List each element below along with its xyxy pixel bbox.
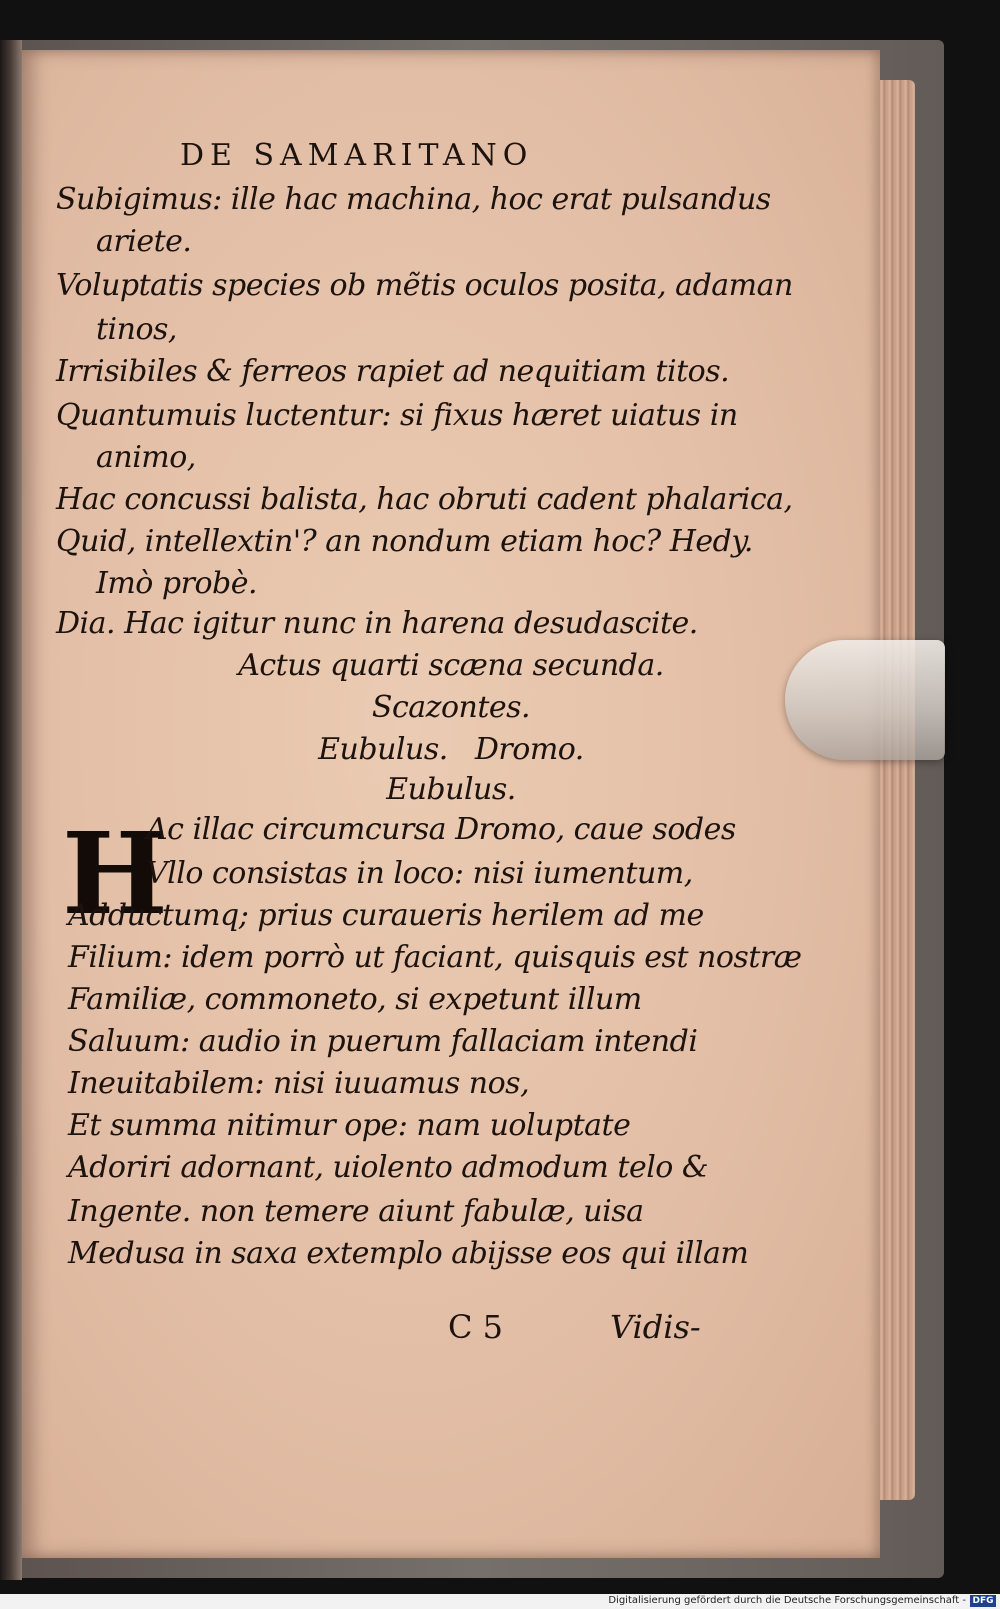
verse-line: Ingente. non temere aiunt fabulæ, uisa	[68, 1194, 644, 1229]
signature-mark: C 5	[448, 1308, 504, 1346]
running-head: DE SAMARITANO	[180, 138, 534, 173]
page-clip	[785, 640, 945, 760]
catchword: Vidis-	[610, 1308, 701, 1346]
text-line: Hac concussi balista, hac obruti cadent phalarica,	[56, 482, 793, 517]
text-line: Voluptatis species ob mẽtis oculos posita, adaman	[56, 268, 793, 303]
text-line: Subigimus: ille hac machina, hoc erat pulsandus	[56, 182, 771, 217]
text-line: Quantumuis luctentur: si fixus hæret uiatus in	[56, 398, 738, 433]
dfg-logo: DFG	[970, 1595, 996, 1607]
text-line: Imò probè.	[96, 566, 257, 601]
verse-line: Ac illac circumcursa Dromo, caue sodes	[146, 812, 736, 847]
persons-list: Eubulus. Dromo.	[318, 732, 584, 767]
footer-credit: Digitalisierung gefördert durch die Deutsche Forschungsgemeinschaft -	[608, 1595, 966, 1606]
verse-line: Familiæ, commoneto, si expetunt illum	[68, 982, 642, 1017]
text-line: Quid, intellextin'? an nondum etiam hoc? Hedy.	[56, 524, 753, 559]
verse-line: Saluum: audio in puerum fallaciam intendi	[68, 1024, 698, 1059]
text-line: Dia. Hac igitur nunc in harena desudascite.	[56, 606, 698, 641]
verse-line: Filium: idem porrò ut faciant, quisquis est nostræ	[68, 940, 802, 975]
verse-line: Adductumq; prius curaueris herilem ad me	[68, 898, 704, 933]
verse-line: Ineuitabilem: nisi iuuamus nos,	[68, 1066, 530, 1101]
speaker-name: Eubulus.	[386, 772, 516, 807]
text-line: animo,	[96, 440, 196, 475]
left-page-edges	[0, 40, 22, 1580]
verse-line: Vllo consistas in loco: nisi iumentum,	[146, 856, 693, 891]
text-line: Irrisibiles & ferreos rapiet ad nequitiam titos.	[56, 354, 730, 389]
verse-line: Adoriri adornant, uiolento admodum telo &	[68, 1150, 709, 1185]
meter-label: Scazontes.	[371, 690, 531, 725]
verse-line: Et summa nitimur ope: nam uoluptate	[68, 1108, 631, 1143]
drop-capital: H	[62, 809, 168, 940]
text-line: tinos,	[96, 312, 177, 347]
scene-heading: Actus quarti scæna secunda.	[238, 648, 664, 683]
text-line: ariete.	[96, 224, 192, 259]
verse-line: Medusa in saxa extemplo abijsse eos qui illam	[68, 1236, 749, 1271]
